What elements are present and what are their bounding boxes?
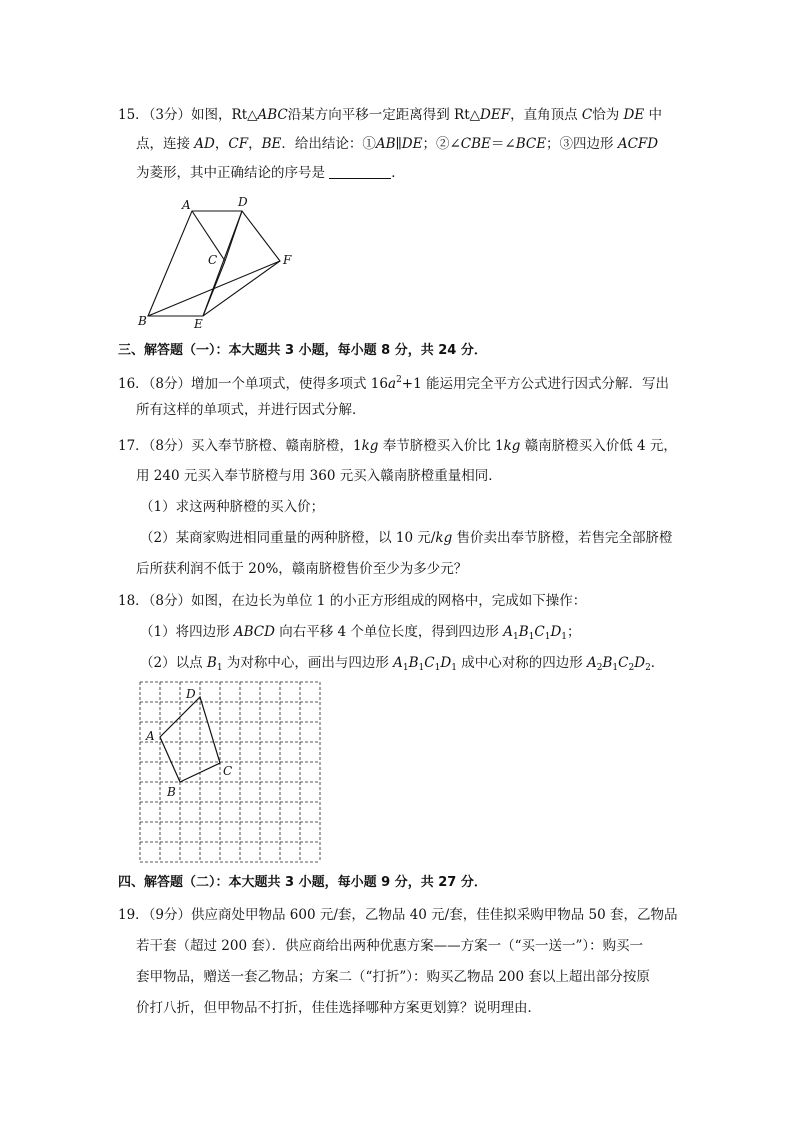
q17-part2-cont: 后所获利润不低于 20%，赣南脐橙售价至少为多少元？ <box>136 561 468 577</box>
q18-part2: （2）以点 $B_1$ 为对称中心，画出与四边形 $A_1B_1C_1D_1$ 成中心对称的四边形 $A_2B_1C_2D_2$． <box>140 655 665 673</box>
q17-line2: 用 240 元买入奉节脐橙与用 360 元买入赣南脐橙重量相同． <box>136 468 502 484</box>
q18-part1: （1）将四边形 ABCD 向右平移 4 个单位长度，得到四边形 $A_1B_1C_1D_1$； <box>140 624 581 642</box>
q16-line2: 所有这样的单项式，并进行因式分解． <box>136 402 366 418</box>
q15-label-d: D <box>238 195 248 209</box>
q17-part1: （1）求这两种脐橙的买入价； <box>140 499 325 515</box>
grid-label-d: D <box>186 687 196 701</box>
q18-grid-figure <box>130 678 330 868</box>
q19-line1: 19．（9分）供应商处甲物品 600 元/套，乙物品 40 元/套，佳佳拟采购甲物品 50 套，乙物品 <box>118 907 678 923</box>
grid-label-c: C <box>223 764 233 778</box>
section4-heading: 四、解答题（二）：本大题共 3 小题，每小题 9 分，共 27 分． <box>118 875 487 890</box>
section3-heading: 三、解答题（一）：本大题共 3 小题，每小题 8 分，共 24 分． <box>118 343 487 358</box>
grid-label-a: A <box>146 729 155 743</box>
q15-label-e: E <box>194 317 203 331</box>
q19-line3: 套甲物品，赠送一套乙物品；方案二（“打折”）：购买乙物品 200 套以上超出部分按原 <box>136 969 650 985</box>
grid-label-b: B <box>167 785 176 799</box>
q15-figure <box>130 192 300 332</box>
q15-line2: 点，连接 AD，CF，BE．给出结论：①AB∥DE；②∠CBE＝∠BCE；③四边形 ACFD <box>136 136 659 152</box>
q16-line1: 16．（8分）增加一个单项式，使得多项式 $16a^2+1$ 能运用完全平方公式进行因式分解．写出 <box>118 375 669 392</box>
quadrilateral-abcd <box>160 697 220 782</box>
q19-line2: 若干套（超过 200 套）．供应商给出两种优惠方案——方案一（“买一送一”）：购买一 <box>136 938 644 954</box>
q15-label-a: A <box>182 198 191 212</box>
q15-line1: 15．（3分）如图，Rt△ABC沿某方向平移一定距离得到 Rt△DEF，直角顶点 C恰为 DE 中 <box>118 107 662 123</box>
q15-label-c: C <box>208 253 218 267</box>
q17-part2: （2）某商家购进相同重量的两种脐橙，以 10 元/kg 售价卖出奉节脐橙，若售完全部脐橙 <box>140 530 673 546</box>
answer-blank <box>329 164 391 179</box>
q18-line1: 18．（8分）如图，在边长为单位 1 的小正方形组成的网格中，完成如下操作： <box>118 593 587 609</box>
q15-label-f: F <box>283 253 292 267</box>
q15-label-b: B <box>138 314 147 328</box>
q17-line1: 17．（8分）买入奉节脐橙、赣南脐橙，1kg 奉节脐橙买入价比 1kg 赣南脐橙买入价低 4 元， <box>118 438 677 454</box>
q15-line3: 为菱形，其中正确结论的序号是 ． <box>136 165 405 181</box>
q19-line4: 价打八折，但甲物品不打折，佳佳选择哪种方案更划算？说明理由． <box>136 1000 541 1016</box>
